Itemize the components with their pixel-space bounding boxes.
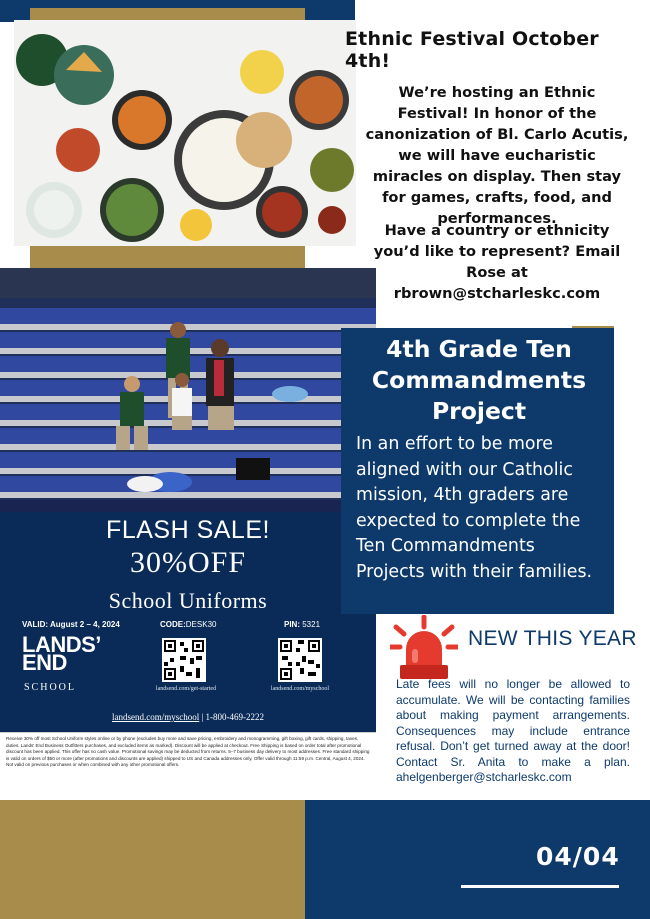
pin-label: PIN: xyxy=(284,620,300,629)
festival-contact: Have a country or ethnicity you’d like to represent? Email Rose at rbrown@stcharleskc.com xyxy=(373,222,621,302)
ad-phone: 1-800-469-2222 xyxy=(205,712,265,722)
ad-fine-print-box xyxy=(0,732,376,791)
valid-label: VALID: xyxy=(22,620,49,629)
footer-gold-block xyxy=(0,800,310,919)
valid-dates: August 2 – 4, 2024 xyxy=(50,620,120,629)
commandments-title: 4th Grade Ten Commandments Project xyxy=(371,335,587,425)
new-this-year-body: Late fees will no longer be allowed to accumulate. We will be contacting families about making payment arrangements. Consequences may include entrance refusal. Don’t get turned away at the door! Contact Sr. Anita to make a plan. ahelgenberger@stcharleskc.com xyxy=(396,677,630,784)
qr-caption-myschool: landsend.com/myschool xyxy=(270,686,330,692)
festival-title: Ethnic Festival October 4th! xyxy=(345,28,599,72)
ad-url-link[interactable]: landsend.com/myschool xyxy=(111,712,200,722)
code-label: CODE: xyxy=(160,620,186,629)
brand-line-2: END xyxy=(22,650,67,675)
valid-line xyxy=(22,620,120,629)
ad-separator: | xyxy=(201,712,204,722)
qr-code-get-started[interactable] xyxy=(162,638,206,682)
students-photo xyxy=(0,268,376,512)
pin-line xyxy=(284,620,320,629)
brand-sub: SCHOOL xyxy=(24,682,77,693)
new-this-year-title: NEW THIS YEAR xyxy=(468,627,637,650)
ad-fine-print: Receive 30% off most School Uniform styles online or by phone (excludes buy more and save pricing, embroidery and monogramming, gift boxing, gift cards, shipping, taxes, duties, Lands' End Business Outfitters purchases, and excluded items as marked). Discount will be applied at checkout. Free Shipping is based on order total after promotional discount has been applied. This offer has no cash value. Promotional savings may be deducted from returns. 5–7 business day delivery to most addresses. Free standard shipping is valid on orders of $50 or more (after promotions and discounts are applied) shipped to US and Canada addresses only. Offer valid through 11:59 p.m. Central, August 4, 2024. Not valid on previous purchases or when combined with any other promotional offers. xyxy=(6,736,370,768)
code-line xyxy=(160,620,216,629)
brand-line-1: LANDS’ xyxy=(22,632,101,657)
page-number: 04/04 xyxy=(536,842,620,871)
commandments-body: In an effort to be more aligned with our Catholic mission, 4th graders are expected to complete the Ten Commandments Projects with their families. xyxy=(356,434,593,582)
qr-code-myschool[interactable] xyxy=(278,638,322,682)
sale-item: School Uniforms xyxy=(108,588,268,613)
qr-caption-get-started: landsend.com/get-started xyxy=(155,686,217,692)
sale-headline: FLASH SALE! xyxy=(106,516,270,544)
pin-value: 5321 xyxy=(302,620,321,629)
code-value: DESK30 xyxy=(185,620,217,629)
uniform-ad xyxy=(0,268,376,740)
footer-underline xyxy=(461,885,619,888)
brand-logo xyxy=(22,632,101,675)
siren-icon xyxy=(390,615,458,681)
festival-body: We’re hosting an Ethnic Festival! In honor of the canonization of Bl. Carlo Acutis, we will have eucharistic miracles on display. Then stay for games, crafts, food, and performances. xyxy=(365,84,629,227)
sale-discount: 30%OFF xyxy=(129,546,247,579)
ad-url-line xyxy=(0,712,376,722)
food-photo xyxy=(14,20,356,246)
